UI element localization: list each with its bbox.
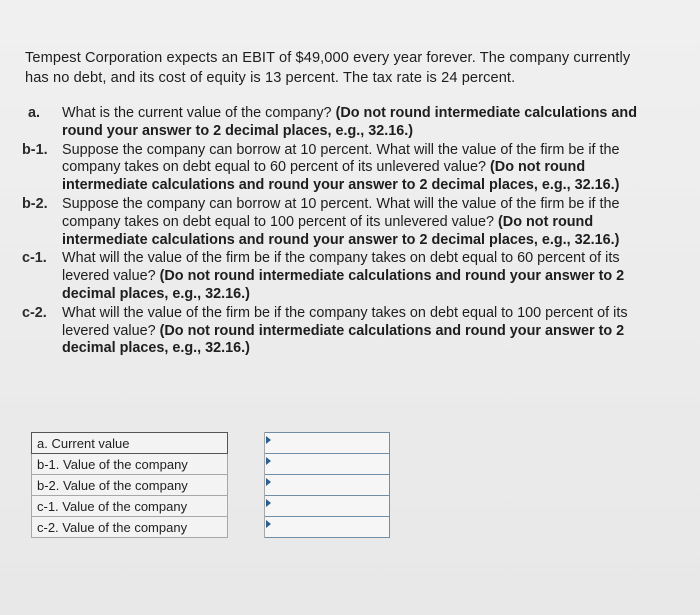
- question-b2: [22, 196, 652, 249]
- b1-value-input[interactable]: [265, 455, 389, 474]
- question-text: What will the value of the firm be if the company takes on debt equal to 100 percent of its levered value? (Do not round intermediate calculations and round your answer to 2 decimal places, e.g., 32.16.): [62, 304, 628, 357]
- table-row: [32, 454, 390, 475]
- question-label: c-1.: [22, 250, 47, 267]
- row-label: b-1. Value of the company: [32, 454, 228, 475]
- answer-cell[interactable]: [265, 454, 390, 475]
- question-label: a.: [28, 105, 41, 121]
- table-row: [32, 475, 390, 496]
- table-row: [32, 433, 390, 454]
- question-label: b-2.: [22, 195, 48, 212]
- table-row: [32, 496, 390, 517]
- question-text: Suppose the company can borrow at 10 percent. What will the value of the firm be if the company takes on debt equal to 60 percent of its unlevered value? (Do not round intermediate calculations and round your answer to 2 decimal places, e.g., 32.16.): [62, 141, 620, 194]
- question-list: [22, 105, 652, 359]
- input-marker-icon: [266, 457, 271, 465]
- answer-table: [31, 432, 390, 538]
- row-label: b-2. Value of the company: [32, 475, 228, 496]
- question-text: What will the value of the firm be if the company takes on debt equal to 60 percent of its levered value? (Do not round intermediate calculations and round your answer to 2 decimal places, e.g., 32.16.): [62, 250, 625, 302]
- question-text: What is the current value of the company? (Do not round intermediate calculations and round your answer to 2 decimal places, e.g., 32.16.): [62, 105, 638, 139]
- question-c1: [22, 250, 652, 303]
- table-row: [32, 517, 390, 538]
- question-label: c-2.: [22, 304, 47, 321]
- answer-cell[interactable]: [265, 433, 390, 454]
- question-c2: [22, 305, 652, 358]
- row-label: c-2. Value of the company: [32, 517, 228, 538]
- question-text: Suppose the company can borrow at 10 percent. What will the value of the firm be if the company takes on debt equal to 100 percent of its unlevered value? (Do not round intermediate calculations and round your answer to 2 decimal places, e.g., 32.16.): [62, 195, 620, 248]
- row-label: c-1. Value of the company: [32, 496, 228, 517]
- answer-cell[interactable]: [265, 496, 390, 517]
- problem-intro: Tempest Corporation expects an EBIT of $49,000 every year forever. The company currently has no debt, and its cost of equity is 13 percent. The tax rate is 24 percent.: [25, 50, 631, 86]
- answer-cell[interactable]: [265, 517, 390, 538]
- input-marker-icon: [266, 499, 271, 507]
- question-b1: [22, 142, 652, 195]
- question-a: [22, 105, 652, 141]
- answer-cell[interactable]: [265, 475, 390, 496]
- question-label: b-1.: [22, 141, 48, 158]
- row-label: a. Current value: [32, 433, 228, 454]
- current-value-input[interactable]: [265, 434, 389, 453]
- input-marker-icon: [266, 436, 271, 444]
- b2-value-input[interactable]: [265, 476, 389, 495]
- c2-value-input[interactable]: [265, 518, 389, 537]
- c1-value-input[interactable]: [265, 497, 389, 516]
- input-marker-icon: [266, 520, 271, 528]
- input-marker-icon: [266, 478, 271, 486]
